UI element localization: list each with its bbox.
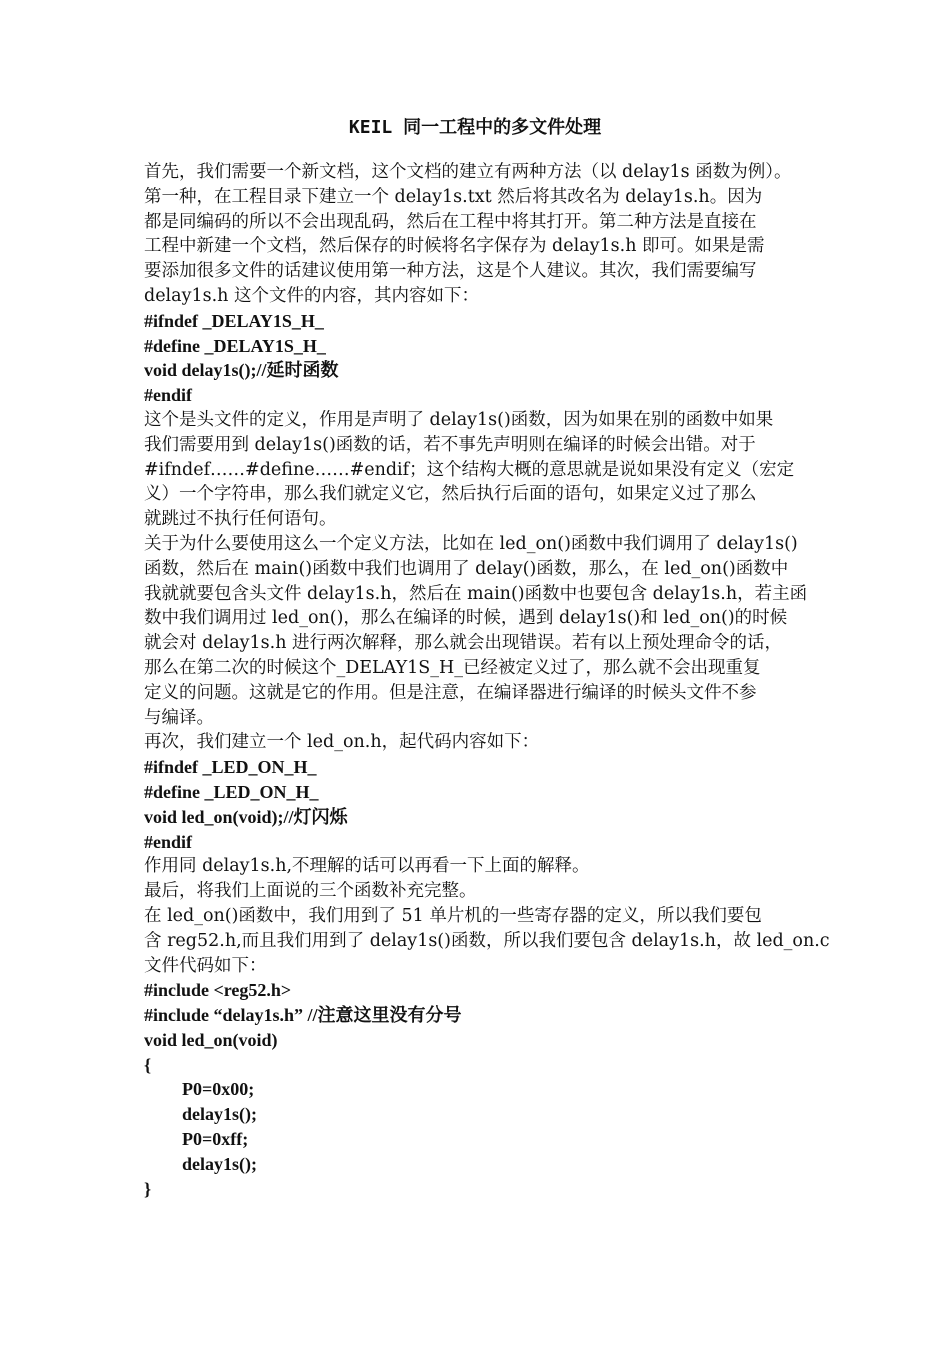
- code-line: P0=0x00;: [182, 1079, 255, 1100]
- text-line: 文件代码如下：: [144, 955, 267, 976]
- text-line: 这个是头文件的定义，作用是声明了 delay1s()函数，因为如果在别的函数中如果: [144, 409, 774, 430]
- text-line: delay1s.h 这个文件的内容，其内容如下：: [144, 285, 479, 306]
- code-line: }: [144, 1178, 152, 1199]
- code-line: #endif: [144, 385, 193, 406]
- text-line: #ifndef……#define……#endif；这个结构大概的意思就是说如果没有定义（宏定: [144, 459, 795, 480]
- text-line: 工程中新建一个文档，然后保存的时候将名字保存为 delay1s.h 即可。如果是需: [144, 236, 765, 257]
- code-line: delay1s();: [182, 1153, 257, 1174]
- text-line: 我们需要用到 delay1s()函数的话，若不事先声明则在编译的时候会出错。对于: [144, 434, 756, 455]
- text-line: 函数，然后在 main()函数中我们也调用了 delay()函数，那么，在 led_on()函数中: [144, 558, 789, 579]
- code-line: #ifndef _DELAY1S_H_: [144, 310, 324, 331]
- text-line: 就跳过不执行任何语句。: [144, 509, 337, 530]
- text-line: 第一种，在工程目录下建立一个 delay1s.txt 然后将其改名为 delay1s.h。因为: [144, 186, 763, 207]
- text-line: 作用同 delay1s.h,不理解的话可以再看一下上面的解释。: [144, 856, 590, 877]
- code-line: P0=0xff;: [182, 1129, 249, 1150]
- code-line: #include <reg52.h>: [144, 980, 292, 1001]
- text-line: 最后，将我们上面说的三个函数补充完整。: [144, 881, 477, 902]
- text-line: 就会对 delay1s.h 进行两次解释，那么就会出现错误。若有以上预处理命令的话，: [144, 633, 783, 654]
- text-line: 数中我们调用过 led_on()，那么在编译的时候，遇到 delay1s()和 led_on()的时候: [144, 608, 788, 629]
- code-line: void led_on(void);//灯闪烁: [144, 806, 348, 827]
- text-line: 与编译。: [144, 707, 214, 728]
- code-line: void led_on(void): [144, 1029, 278, 1050]
- text-line: 首先，我们需要一个新文档，这个文档的建立有两种方法（以 delay1s 函数为例）。: [144, 162, 792, 182]
- text-line: 关于为什么要使用这么一个定义方法，比如在 led_on()函数中我们调用了 delay1s(): [144, 533, 798, 554]
- text-line: 义）一个字符串，那么我们就定义它，然后执行后面的语句，如果定义过了那么: [144, 484, 757, 505]
- document-body: [144, 160, 830, 1201]
- code-line: #endif: [144, 831, 193, 852]
- code-line: #ifndef _LED_ON_H_: [144, 757, 317, 778]
- code-line: #define _DELAY1S_H_: [144, 335, 326, 356]
- text-line: 那么在第二次的时候这个_DELAY1S_H_已经被定义过了，那么就不会出现重复: [144, 657, 761, 678]
- code-line: {: [144, 1054, 152, 1075]
- code-line: #define _LED_ON_H_: [144, 781, 319, 802]
- text-line: 定义的问题。这就是它的作用。但是注意，在编译器进行编译的时候头文件不参: [144, 682, 757, 703]
- code-line: #include “delay1s.h” //注意这里没有分号: [144, 1005, 462, 1026]
- code-line: void delay1s();//延时函数: [144, 360, 339, 381]
- text-line: 都是同编码的所以不会出现乱码，然后在工程中将其打开。第二种方法是直接在: [144, 211, 757, 232]
- document-title: KEIL 同一工程中的多文件处理: [348, 117, 602, 138]
- text-line: 我就就要包含头文件 delay1s.h，然后在 main()函数中也要包含 delay1s.h，若主函: [144, 583, 808, 604]
- text-line: 在 led_on()函数中，我们用到了 51 单片机的一些寄存器的定义，所以我们要包: [144, 905, 762, 926]
- text-line: 再次，我们建立一个 led_on.h，起代码内容如下：: [144, 732, 540, 753]
- text-line: 含 reg52.h,而且我们用到了 delay1s()函数，所以我们要包含 delay1s.h，故 led_on.c: [144, 930, 830, 951]
- code-line: delay1s();: [182, 1104, 257, 1125]
- text-line: 要添加很多文件的话建议使用第一种方法，这是个人建议。其次，我们需要编写: [144, 261, 757, 282]
